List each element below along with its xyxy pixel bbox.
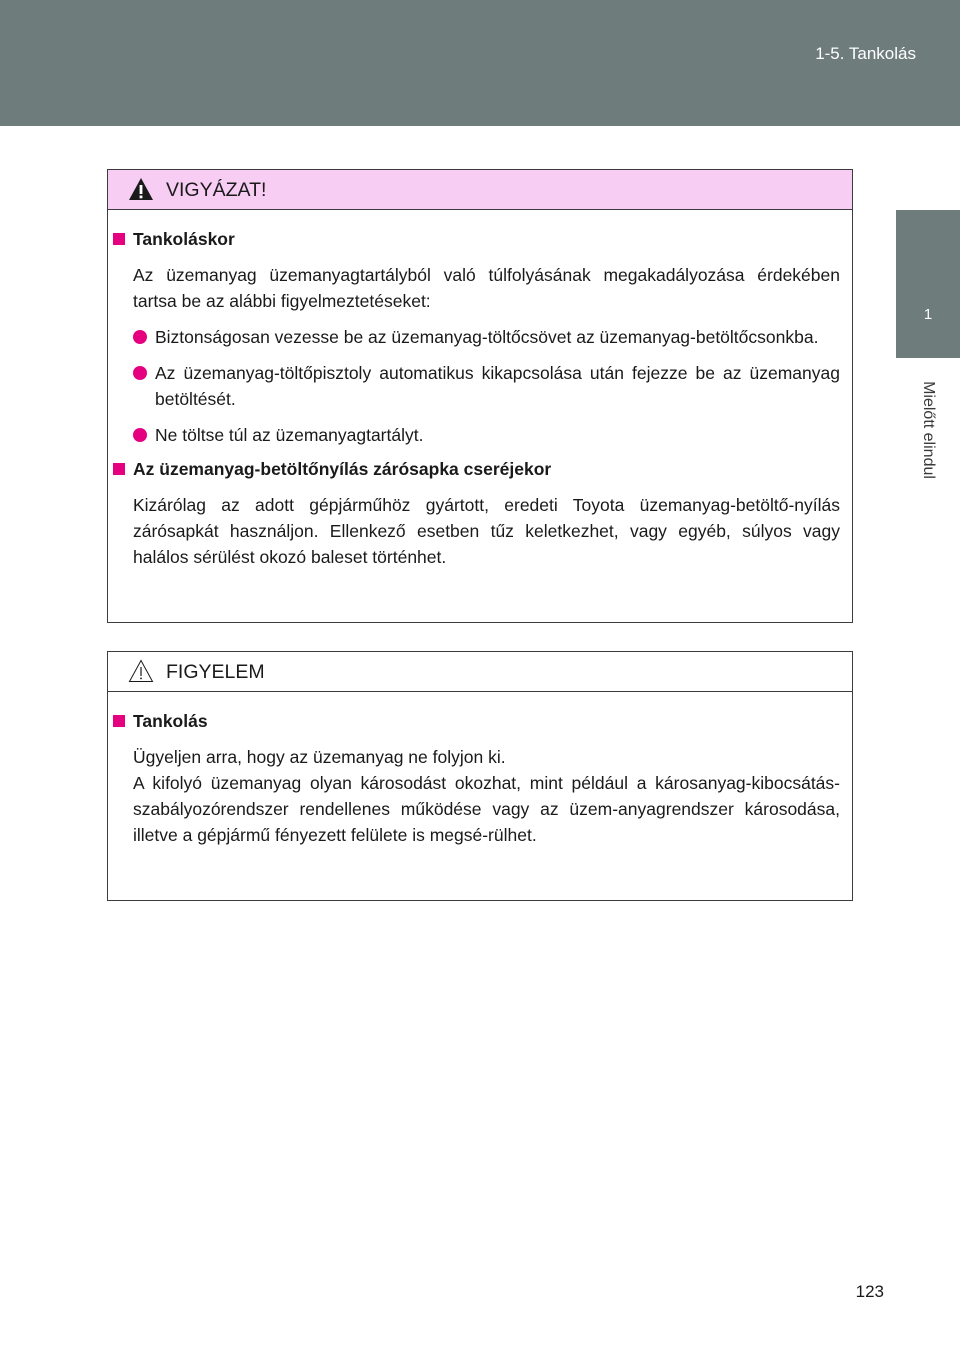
warning-triangle-filled-icon (128, 177, 154, 201)
notice-paragraph: A kifolyó üzemanyag olyan károsodást okozhat, mint például a károsanyag-kibocsátás-szabályozórendszer rendellenes működése vagy az üzem-anyagrendszer károsodása, illetve a gépjármű fényezett felülete is megsé-rülhet. (133, 773, 840, 845)
notice-line: Ügyeljen arra, hogy az üzemanyag ne folyjon ki. (133, 747, 506, 767)
caution-header (108, 170, 852, 210)
header-bar (0, 0, 960, 126)
notice-box (107, 651, 853, 901)
list-item: Ne töltse túl az üzemanyagtartályt. (133, 422, 840, 448)
intro-paragraph: Az üzemanyag üzemanyagtartályból való túlfolyásának megakadályozása érdekében tartsa be az alábbi figyelmeztetéseket: (133, 265, 840, 311)
magenta-square-icon (113, 715, 125, 727)
list-item: Biztonságosan vezesse be az üzemanyag-töltőcsövet az üzemanyag-betöltőcsonkba. (133, 324, 840, 350)
magenta-dot-icon (133, 428, 147, 442)
chapter-tab (896, 210, 960, 358)
magenta-square-icon (113, 233, 125, 245)
notice-title: FIGYELEM (166, 661, 265, 683)
caution-title: VIGYÁZAT! (166, 179, 267, 201)
notice-header (108, 652, 852, 692)
section-heading: Tankoláskor (113, 226, 840, 252)
section-heading: Tankolás (113, 708, 840, 734)
page-number: 123 (855, 1282, 884, 1301)
cap-paragraph: Kizárólag az adott gépjárműhöz gyártott, eredeti Toyota üzemanyag-betöltő-nyílás zárósapkát használjon. Ellenkező esetben tűz keletkezhet, vagy egyéb, súlyos vagy halálos sérülést okozó baleset történhet. (133, 495, 840, 567)
section-title: 1-5. Tankolás (815, 44, 916, 63)
chapter-number: 1 (923, 306, 933, 323)
caution-content (113, 226, 840, 570)
magenta-dot-icon (133, 330, 147, 344)
warning-triangle-outline-icon (128, 659, 154, 683)
list-item: Az üzemanyag-töltőpisztoly automatikus kikapcsolása után fejezze be az üzemanyag betöltését. (133, 360, 840, 412)
magenta-square-icon (113, 463, 125, 475)
chapter-title: Mielőtt elindul (920, 381, 937, 479)
caution-box (107, 169, 853, 623)
section-heading: Az üzemanyag-betöltőnyílás zárósapka cseréjekor (113, 456, 840, 482)
magenta-dot-icon (133, 366, 147, 380)
notice-content (113, 708, 840, 848)
